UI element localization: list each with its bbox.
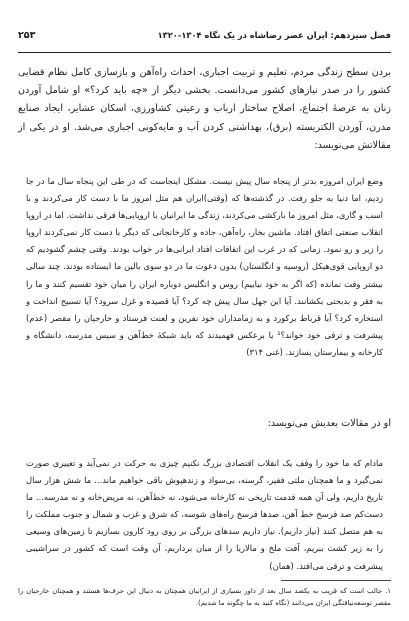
intro-paragraph: بردن سطح زندگی مردم، تعلیم و تربیت اجباری، احداث راه‌آهن و بازسازی کامل نظام قضایی کشور را در صدر نیازهای کشور می‌دانست. بخشی دیگر از «چه باید کرد؟» او شامل آوردن زنان به عرصهٔ اجتماع، اصلاح ساختار ارباب و رعیتی کشاورزی، اسکان عشایر، ایجاد صنایع مدرن، آوردن الکتریسته (برق)، بهداشتی کردن آب و مایه‌کوبی اجباری می‌شد. او در یکی از مقالاتش می‌نویسد: bbox=[18, 67, 391, 151]
chapter-title: فصل سیزدهم: ایران عصر رضاشاه در یک نگاه ۱۳۰۴-۱۳۲۰ bbox=[157, 30, 391, 40]
footnote: ۱. جالب است که قریب به یکصد سال بعد از داور بسیاری از ایرانیان همچنان به دنبال این حرف‌ها هستند و همچنان خارجیان را مقصر توسعه‌نیافتگی ایران می‌دانند (نگاه کنید به ما چگونه ما شدیم). bbox=[18, 587, 391, 607]
page-number: ۲۵۳ bbox=[18, 30, 36, 41]
header-rule bbox=[18, 52, 391, 53]
running-header bbox=[18, 30, 391, 46]
block-quote-1: وضع ایران امروزه بدتر از پنجاه سال پیش نیست. مشکل اینجاست که در طی این پنجاه سال ما در جا زدیم، اما دنیا به جلو رفت. در گذشته‌ها که (وقتی)ایران هم مثل امروز ما با دست کار می‌کردند و با اسب و گاری، مثل امروز ما بارکشی می‌کردند، زندگی ما ایرانیان با اروپایی‌ها فرقی نداشت. اما در اروپا انقلاب صنعتی اتفاق افتاد. ماشین بخار، راه‌آهن، جاده و کارخانجاتی که دیگر با دست کار نمی‌کردند اروپا را زیر و رو نمود. زمانی که در غرب این اتفاقات افتاد ایرانی‌ها در خواب بودند. وقتی چشم گشودیم که دو اروپایی قوی‌هیکل (روسیه و انگلستان) بدون دعوت ما در دو سوی بالین ما ایستاده بودند. چند سالی بیشتر وقت نمانده (که اگر به خود نیاییم) روس و انگلیس دوباره ایران را میان خود تقسیم کنند و ما را به فقر و بدبختی بکشانند. آیا این جهل سال پیش چه کرد؟ آیا قصیده و غزل سرود؟ آیا تسبیح انداخت و استخاره کرد؟ آیا قرباط برکورد و به زمامداران خود نفرین و لعنت فرستاد و خارجیان را مقصر (عدم) پیشرفت و ترقی خود خواند؟¹ یا برعکس فهمیدند که باید شبکهٔ خط‌آهن و سیس مدرسه، دانشگاه و کارخانه و بیمارستان بسازند. (غنی ۳۱۴) bbox=[26, 176, 383, 357]
transition-line: او در مقالات بعدیش می‌نویسد: bbox=[267, 418, 391, 429]
block-quote-2: مادام که ما خود را وقف یک انقلاب اقتصادی بزرگ نکنیم چیزی به حرکت در نمی‌آید و تغییری صورت نمی‌گیرد و ما همچنان ملتی فقیر، گرسنه، بی‌سواد و زندهپوش باقی خواهیم ماند... ما شش هزار سال تاریخ داریم، ولی آن همه قدمت تاریخی نه کارخانه می‌شود، نه خط‌آهن، نه مریض‌خانه و نه مدرسه... ما دست‌کم صد فرسخ خط آهن، صدها فرسخ راه‌های شوسه، که شرق و غرب و شمال و جنوب مملکت را به هم متصل کنند (نیاز داریم). نیاز داریم سدهای بزرگی بر روی رود کارون بسازیم تا زمین‌های وسیعی را به زیر کشت ببریم، آفت ملخ و مالاریا را از میان برداریم، آن وقت است که کشور در سراشیبی پیشرفت و ترقی می‌افتد. (همان) bbox=[26, 458, 383, 571]
footnote-rule bbox=[281, 580, 391, 581]
